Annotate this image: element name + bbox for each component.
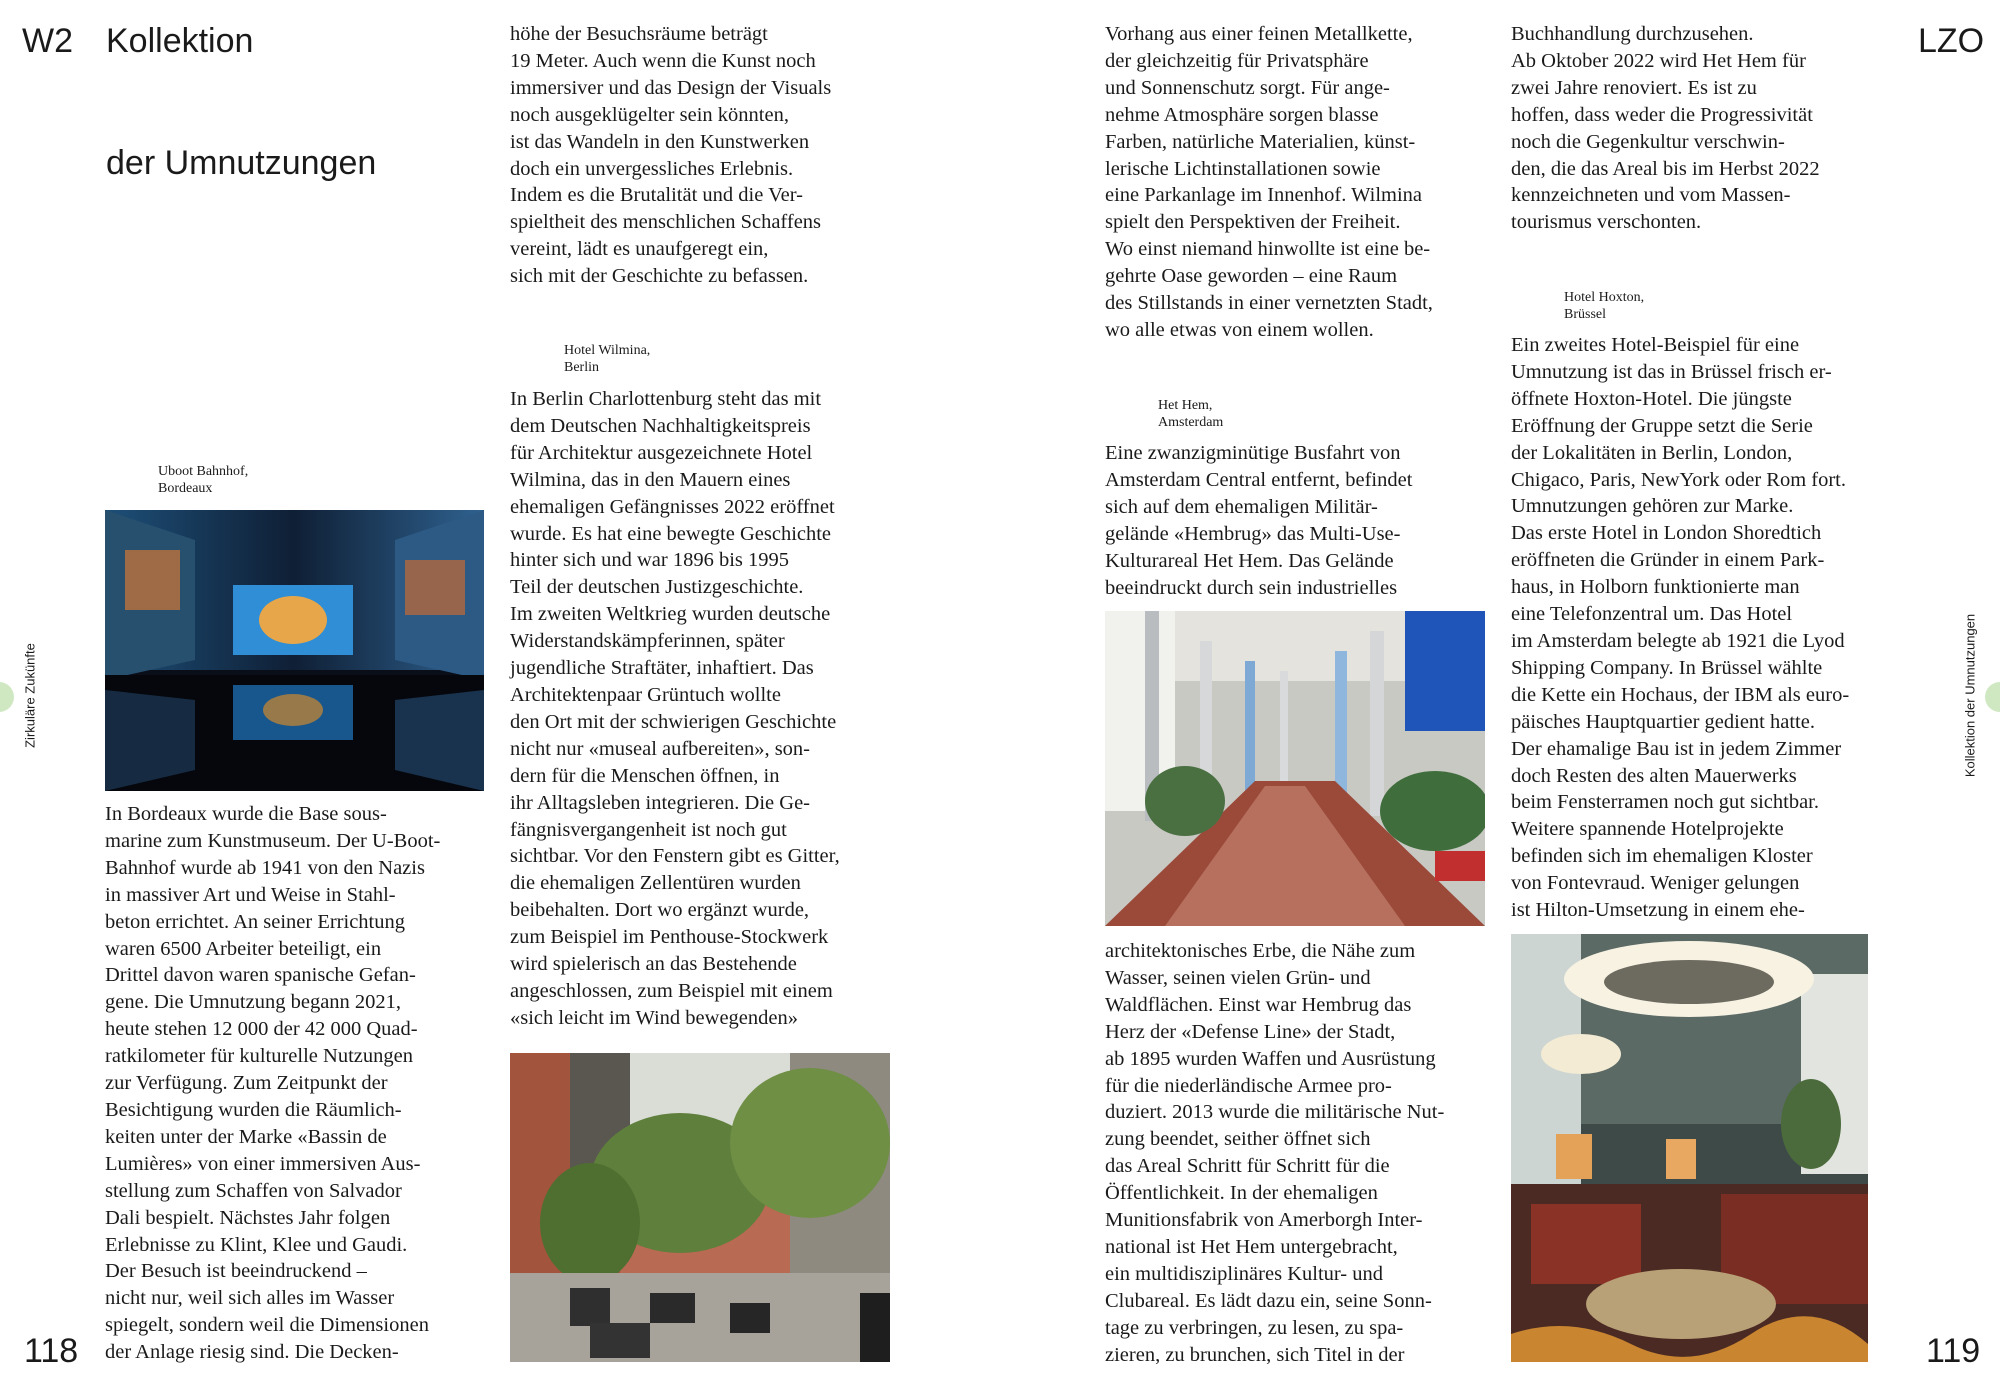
body-text-col3-bottom: architektonisches Erbe, die Nähe zum Wasser, seinen vielen Grün- und Waldflächen. Einst war Hembrug das Herz der «Defense Line» der Stadt, ab 1895 wurden Waffen und Ausrüstung für die niederländische Armee pro- duziert. 2013 wurde die militärische Nut- zung beendet, seither öffnet sich das Areal Schritt für Schritt für die Öffentlichkeit. In der ehemaligen Munitionsfabrik von Amerborgh Inter- national ist Het Hem untergebracht, ein multidisziplinäres Kultur- und Clubareal. Es lädt dazu ein, seine Sonn- tage zu verbringen, zu lesen, zu spa- zieren, zu brunchen, sich Titel in der	[1105, 940, 1445, 1366]
body-text-col4-top: Buchhandlung durchzusehen. Ab Oktober 2022 wird Het Hem für zwei Jahre renoviert. Es ist zu hoffen, dass weder die Progressivität noch die Gegenkultur verschwin- den, die das Areal bis im Herbst 2022 kennzeichneten und vom Massen- tourismus verschonten.	[1511, 23, 1820, 234]
section-code: W2	[22, 22, 73, 60]
page-number: 119	[1926, 1332, 1981, 1370]
body-text-col2-bottom: In Berlin Charlottenburg steht das mit dem Deutschen Nachhaltigkeitspreis für Architektur ausgezeichnete Hotel Wilmina, das in den Mauern eines ehemaligen Gefängnisses 2022 eröffnet wurde. Es hat eine bewegte Geschichte hinter sich und war 1896 bis 1995 Teil der deutschen Justizgeschichte. Im zweiten Weltkrieg wurden deutsche Widerstandskämpferinnen, später jugendliche Straftäter, inhaftiert. Das Architektenpaar Grüntuch wollte den Ort mit der schwierigen Geschichte nicht nur «museal aufbereiten», son- dern für die Menschen öffnen, in ihr Alltagsleben integrieren. Die Ge- fängnisvergangenheit ist noch gut sichtbar. Vor den Fenstern gibt es Gitter, die ehemaligen Zellentüren wurden beibehalten. Dort wo ergänzt wurde, zum Beispiel im Penthouse-Stockwerk wird spielerisch an das Bestehende angeschlossen, zum Beispiel mit einem «sich leicht im Wind bewegenden»	[510, 388, 840, 1029]
page-number: 118	[24, 1332, 79, 1370]
side-label: Zirkuläre Zukünfte	[22, 643, 38, 748]
photo-bassin-de-lumieres	[105, 510, 484, 791]
body-text-col1: In Bordeaux wurde die Base sous- marine zum Kunstmuseum. Der U-Boot- Bahnhof wurde ab 1941 von den Nazis in massiver Art und Weise in Stahl- beton errichtet. An seiner Errichtung waren 6500 Arbeiter beteiligt, ein Drittel davon waren spanische Gefan- gene. Die Umnutzung begann 2021, heute stehen 12 000 der 42 000 Quad- ratkilometer für kulturelle Nutzungen zur Verfügung. Zum Zeitpunkt der Besichtigung wurden die Räumlich- keiten unter der Marke «Bassin de Lumières» von einer immersiven Aus- stellung zum Schaffen von Salvador Dali bespielt. Nächstes Jahr folgen Erlebnisse zu Klint, Klee und Gaudi. Der Besuch ist beeindruckend – nicht nur, weil sich alles im Wasser spiegelt, sondern weil die Dimensionen der Anlage riesig sind. Die Decken-	[105, 803, 441, 1364]
body-text-col3-top: Vorhang aus einer feinen Metallkette, der gleichzeitig für Privatsphäre und Sonnenschutz sorgt. Für ange- nehme Atmosphäre sorgen blasse Farben, natürliche Materialien, künst- lerische Lichtinstallationen sowie eine Parkanlage im Innenhof. Wilmina spielt den Perspektiven der Freiheit. Wo einst niemand hinwollte ist eine be- gehrte Oase geworden – eine Raum des Stillstands in einer vernetzten Stadt, wo alle etwas von einem wollen.	[1105, 23, 1433, 341]
image-caption: Hotel Wilmina, Berlin	[564, 343, 651, 375]
body-text-col3-mid: Eine zwanzigminütige Busfahrt von Amsterdam Central entfernt, befindet sich auf dem ehemaligen Militär- gelände «Hembrug» das Multi-Use- Kulturareal Het Hem. Das Gelände beeindruckt durch sein industrielles	[1105, 442, 1413, 599]
page-title: Kollektion	[106, 22, 254, 60]
body-text-col2-top: höhe der Besuchsräume beträgt 19 Meter. Auch wenn die Kunst noch immersiver und das Design der Visuals noch ausgeklügelter sein könnten, ist das Wandeln in den Kunstwerken doch ein unvergessliches Erlebnis. Indem es die Brutalität und die Ver- spieltheit des menschlichen Schaffens vereint, lädt es unaufgeregt ein, sich mit der Geschichte zu befassen.	[510, 23, 832, 288]
section-code: LZO	[1918, 22, 1985, 60]
side-marker-dot	[1985, 682, 2000, 712]
side-label: Kollektion der Umnutzungen	[1962, 613, 1978, 778]
body-text-col4-bottom: Ein zweites Hotel-Beispiel für eine Umnutzung ist das in Brüssel frisch er- öffnete Hoxton-Hotel. Die jüngste Eröffnung der Gruppe setzt die Serie der Lokalitäten in Berlin, London, Chigaco, Paris, NewYork oder Rom fort. Umnutzungen gehören zur Marke. Das erste Hotel in London Shoredtich eröffneten die Gründer in einem Park- haus, in Holborn funktionierte man eine Telefonzentral um. Das Hotel im Amsterdam belegte ab 1921 die Lyod Shipping Company. In Brüssel wählte die Kette ein Hochaus, der IBM als euro- päisches Hauptquartier gedient hatte. Der ehamalige Bau ist in jedem Zimmer doch Resten des alten Mauerwerks beim Fensterramen noch gut sichtbar. Weitere spannende Hotelprojekte befinden sich im ehemaligen Kloster von Fontevraud. Weniger gelungen ist Hilton-Umsetzung in einem ehe-	[1511, 334, 1850, 922]
image-caption: Hotel Hoxton, Brüssel	[1564, 290, 1645, 322]
side-marker-dot	[0, 682, 14, 712]
photo-hoxton-lounge	[1511, 934, 1868, 1362]
page-subtitle: der Umnutzungen	[106, 144, 377, 182]
image-caption: Uboot Bahnhof, Bordeaux	[158, 464, 249, 496]
image-caption: Het Hem, Amsterdam	[1158, 398, 1224, 430]
photo-het-hem-hall	[1105, 611, 1485, 926]
photo-hotel-wilmina-courtyard	[510, 1053, 890, 1362]
